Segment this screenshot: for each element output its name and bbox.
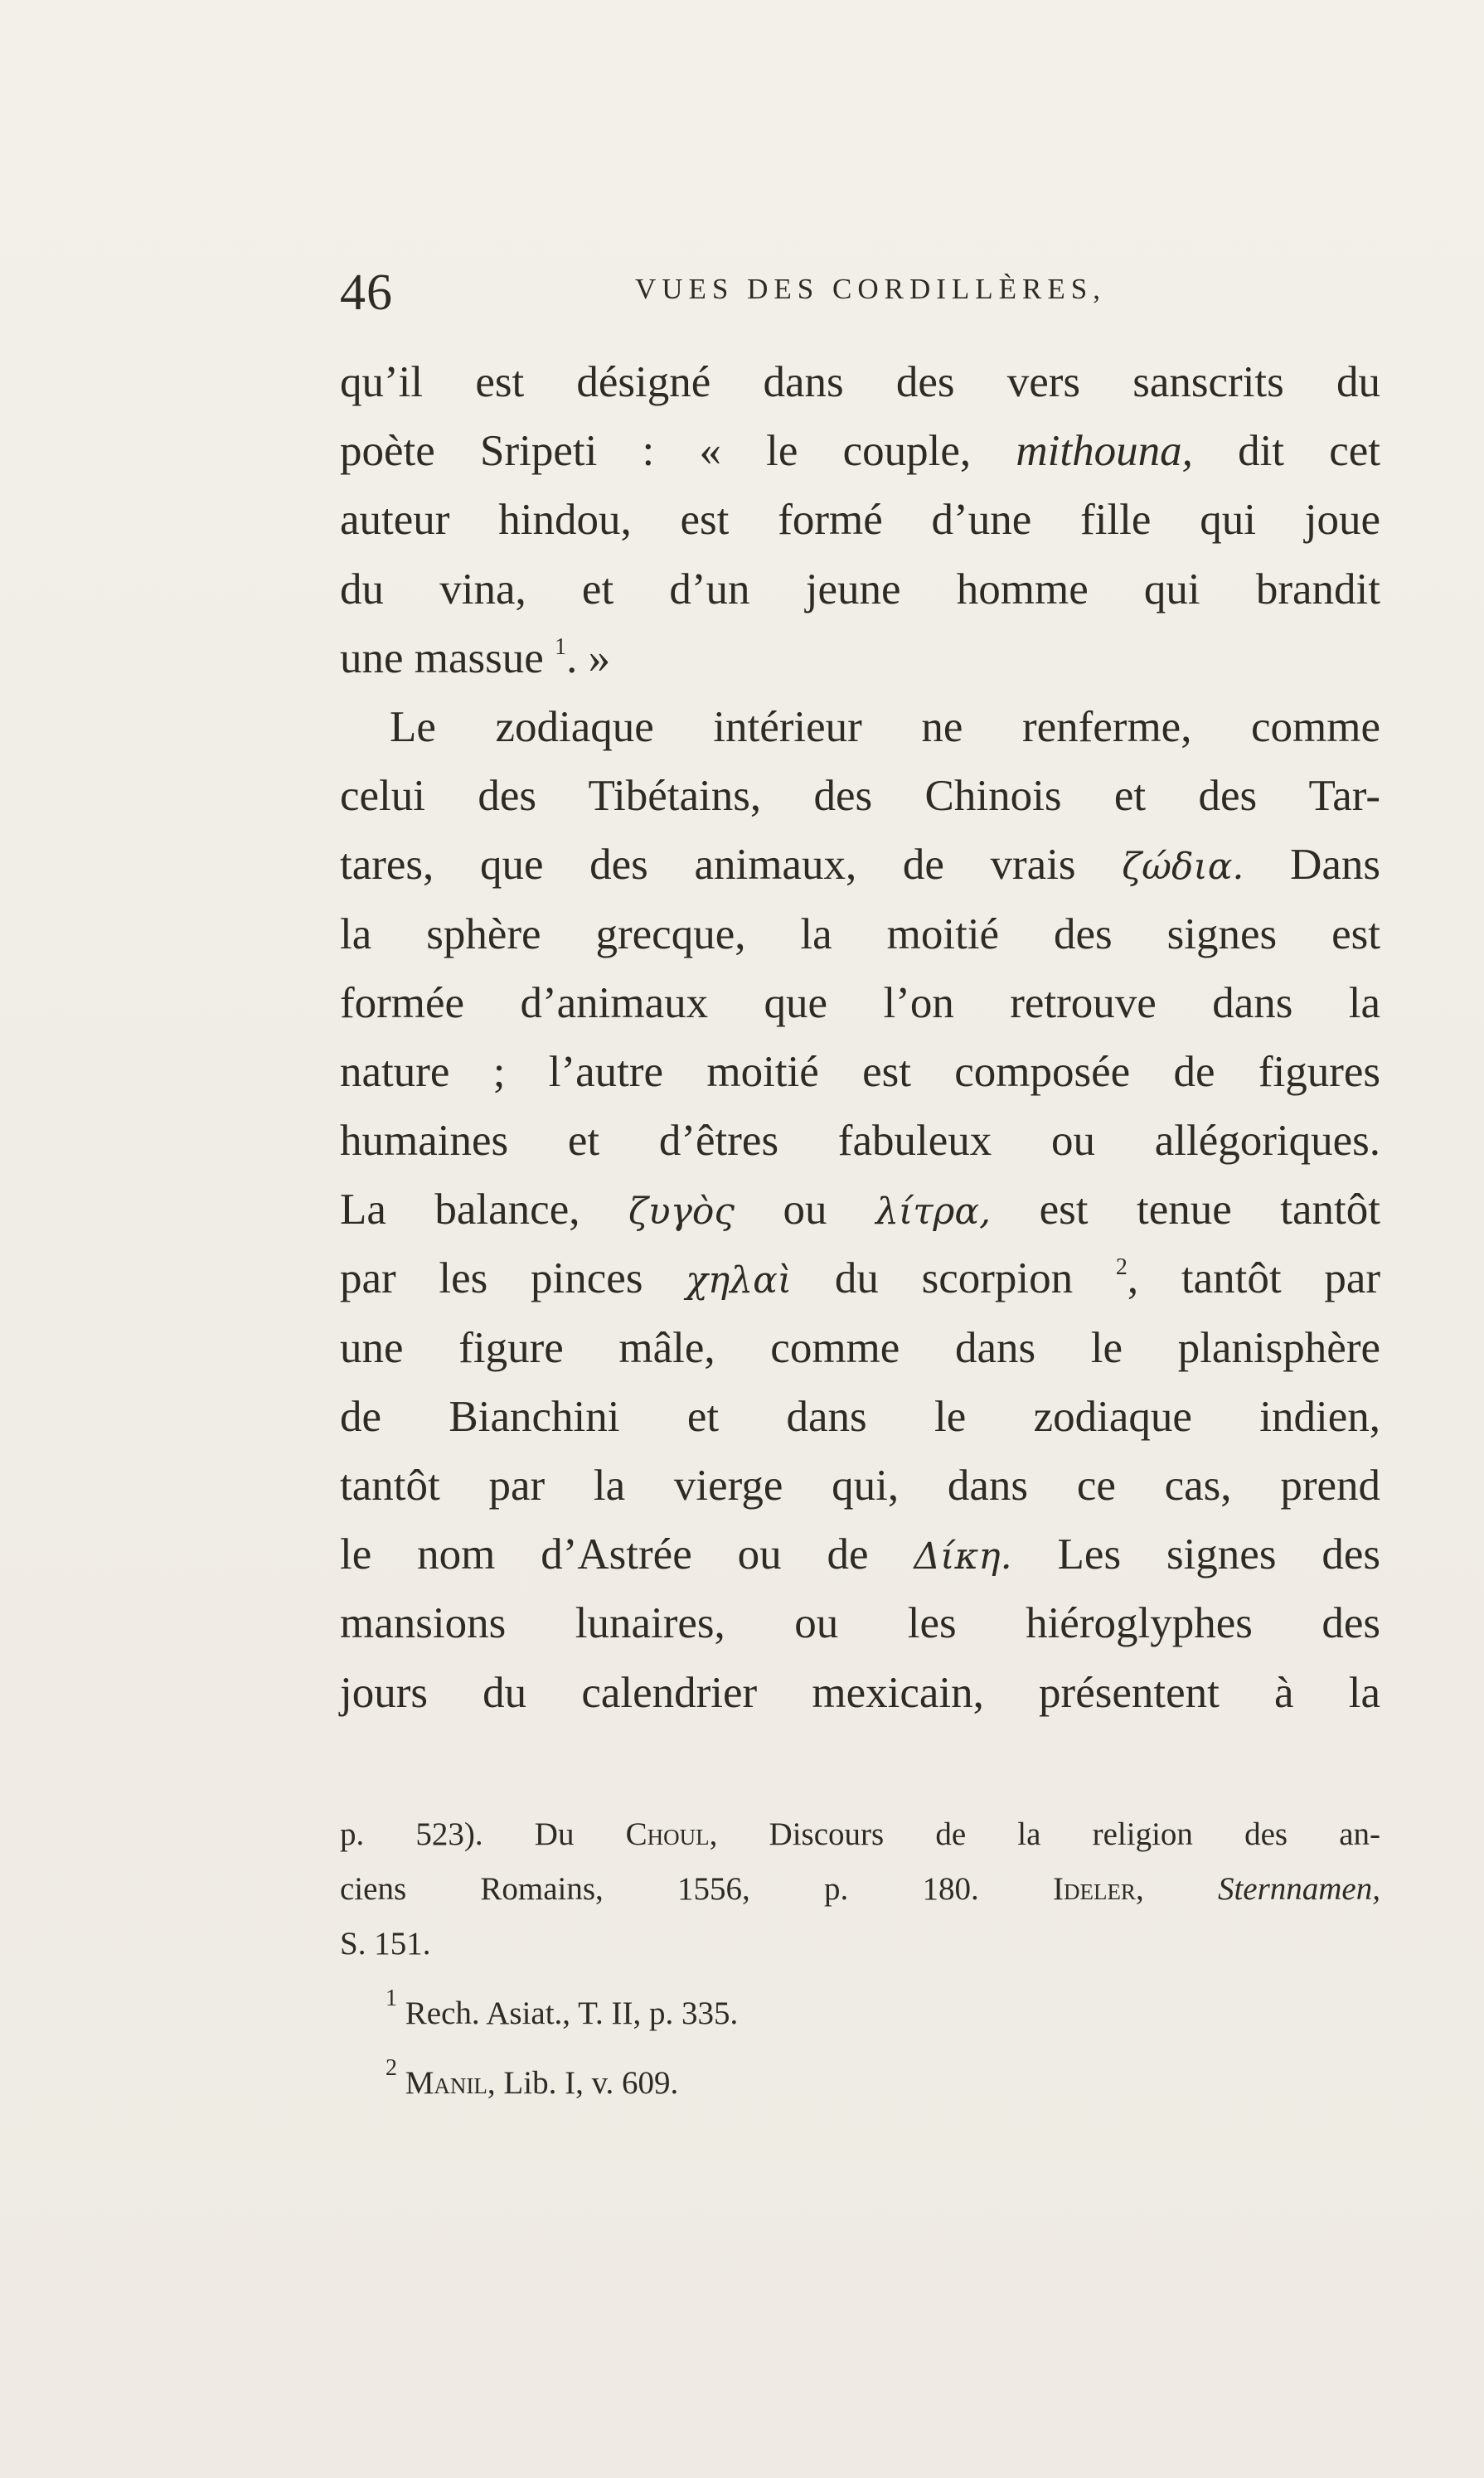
text-line: une figure mâle, comme dans le planisphère (340, 1323, 1380, 1372)
text-line: La balance, ζυγὸς ou λίτρα, est tenue tantôt (340, 1186, 1380, 1234)
greek-term: ζώδια. (1122, 846, 1244, 889)
greek-term: λίτρα, (875, 1191, 992, 1234)
text-line: le nom d’Astrée ou de Δίκη. Les signes des (340, 1530, 1380, 1579)
italic-title: Sternnamen, (1217, 1871, 1380, 1907)
text-line: poète Sripeti : « le couple, mithouna, dit cet (340, 427, 1380, 476)
footnote-continuation-line: S. 151. (340, 1926, 431, 1962)
text-line: auteur hindou, est formé d’une fille qui joue (340, 496, 1380, 545)
footnote-marker: 1 (386, 1986, 397, 2011)
footnote-continuation-line: ciens Romains, 1556, p. 180. Ideler, Sternnamen, (340, 1871, 1380, 1907)
footnote-2: $^2$ Manil, Lib. I, v. 609. (386, 2055, 679, 2101)
author-name: Choul (625, 1816, 710, 1852)
text-line: la sphère grecque, la moitié des signes est (340, 909, 1380, 958)
text-line: nature ; l’autre moitié est composée de figures (340, 1047, 1380, 1096)
running-title: VUES DES CORDILLÈRES, (635, 273, 1106, 305)
footnote-ref: 2 (1115, 1254, 1128, 1281)
greek-term: χηλαὶ (686, 1259, 793, 1302)
text-line: de Bianchini et dans le zodiaque indien, (340, 1392, 1380, 1441)
text-line: jours du calendrier mexicain, présentent à la (340, 1668, 1380, 1717)
text-line: Le zodiaque intérieur ne renferme, comme (390, 702, 1380, 751)
text-line: tantôt par la vierge qui, dans ce cas, prend (340, 1462, 1380, 1510)
text-line: formée d’animaux que l’on retrouve dans la (340, 978, 1380, 1027)
footnote-1: $^1$ Rech. Asiat., T. II, p. 335. (386, 1986, 739, 2031)
greek-term: ζυγὸς (628, 1191, 735, 1234)
greek-term: Δίκη. (914, 1535, 1012, 1578)
page-header (340, 264, 1368, 330)
italic-term: mithouna, (1016, 427, 1193, 476)
main-text (340, 348, 1380, 1728)
text-line: par les pinces χηλαὶ du scorpion $^2$, tantôt par (340, 1254, 1381, 1303)
text-line: celui des Tibétains, des Chinois et des Tar- (340, 772, 1380, 821)
footnote-marker: 2 (386, 2055, 397, 2081)
text-line: du vina, et d’un jeune homme qui brandit (340, 565, 1380, 613)
text-line: humaines et d’êtres fabuleux ou allégoriques. (340, 1117, 1380, 1166)
text-line: tares, que des animaux, de vrais ζώδια. Dans (340, 841, 1381, 890)
footnotes (340, 1807, 1380, 2111)
text-line: une massue $^1$. » (340, 633, 611, 682)
author-name: Manil (405, 2065, 487, 2101)
footnote-continuation-line: p. 523). Du Choul, Discours de la religion des an- (340, 1816, 1381, 1852)
footnote-ref: 1 (555, 633, 567, 660)
text-line: mansions lunaires, ou les hiéroglyphes des (340, 1599, 1380, 1648)
author-name: Ideler (1052, 1871, 1136, 1907)
text-line: qu’il est désigné dans des vers sanscrits du (340, 358, 1380, 406)
page-number: 46 (340, 264, 393, 321)
